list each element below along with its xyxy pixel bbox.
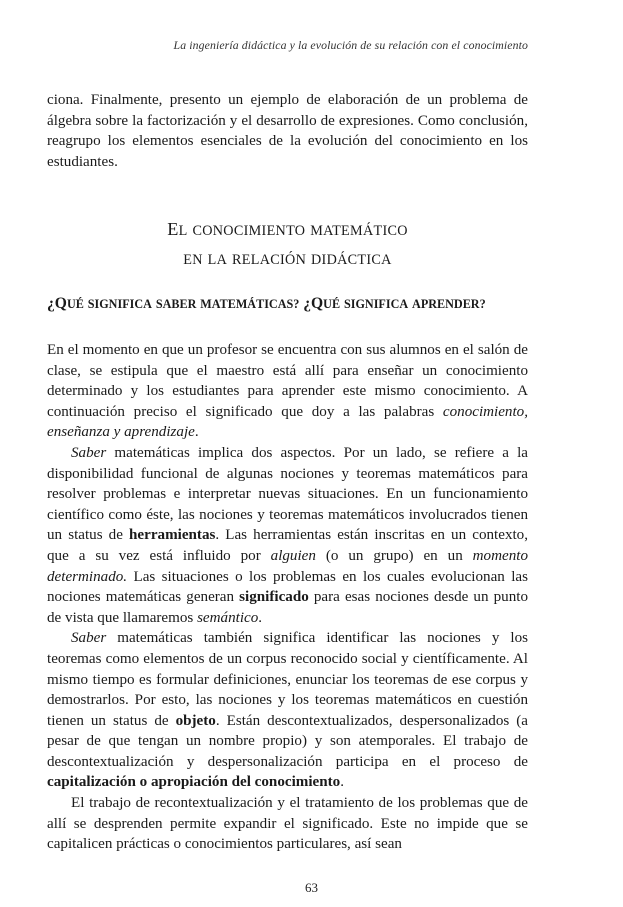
p3-saber: Saber bbox=[71, 630, 107, 647]
p2-text-5: para esas nociones desde un punto de vista que llamaremos bbox=[47, 589, 528, 626]
paragraph-1 bbox=[47, 340, 528, 443]
p2-text-2: . Las herramientas están inscritas en un contexto, que a su vez está influido por bbox=[47, 527, 529, 564]
page-number: 63 bbox=[305, 880, 318, 895]
p3-bold-objeto: objeto bbox=[175, 712, 216, 729]
p1-italic: conocimiento, enseñanza y aprendizaje bbox=[47, 403, 528, 441]
paragraph-2 bbox=[47, 443, 528, 628]
p2-text-4: Las situaciones o los problemas en los cuales evolucionan las nociones matemáticas generan bbox=[47, 568, 528, 606]
body-text bbox=[47, 340, 528, 855]
p2-italic-semantico: semántico bbox=[197, 609, 259, 626]
subsection-title: ¿QUÉ SIGNIFICA SABER MATEMÁTICAS? ¿QUÉ SIGNIFICA APRENDER? bbox=[47, 295, 486, 312]
p2-italic-momento: momento determinado. bbox=[47, 547, 528, 585]
p2-bold-significado: significado bbox=[239, 589, 309, 606]
p1-end: . bbox=[194, 424, 199, 441]
section-title-line-1: EL CONOCIMIENTO MATEMÁTICO bbox=[167, 219, 408, 239]
p3-end: . bbox=[340, 774, 344, 791]
p3-text-2: . Están descontextualizados, despersonalizados (a pesar de que tengan un nombre propio) y son atemporales. El trabajo de descontextualización y despersonalización participa en el proceso de bbox=[47, 712, 528, 770]
intro-paragraph: ciona. Finalmente, presento un ejemplo de elaboración de un problema de álgebra sobre la factorización y el desarrollo de expresiones. Como conclusión, reagrupo los elementos esenciales de la evolución del conocimiento en los estudiantes. bbox=[47, 92, 528, 170]
running-header: La ingeniería didáctica y la evolución de su relación con el conocimiento bbox=[173, 38, 528, 52]
section-title-line-2: EN LA RELACIÓN DIDÁCTICA bbox=[183, 252, 392, 268]
p4-text: El trabajo de recontextualización y el tratamiento de los problemas que de allí se desprenden permite expandir el significado. Este no impide que se capitalicen prácticas o conocimientos particulares, así sean bbox=[47, 795, 528, 853]
p2-end: . bbox=[258, 609, 263, 626]
p2-text-3: (o un grupo) en un bbox=[315, 547, 473, 564]
p2-italic-alguien: alguien bbox=[270, 547, 316, 564]
p3-bold-capitalizacion: capitalización o apropiación del conocimiento bbox=[47, 774, 341, 791]
paragraph-4 bbox=[47, 793, 528, 855]
section-title bbox=[47, 216, 528, 274]
paragraph-3 bbox=[47, 628, 528, 793]
p3-text-1: matemáticas también significa identificar las nociones y los teoremas como elementos de un corpus reconocido social y científicamente. Al mismo tiempo es formular definiciones, enunciar los teoremas de ese corpus y demostrarlos. Por esto, las nociones y los teoremas matemáticos en cuestión tienen un status de bbox=[47, 630, 528, 729]
p2-saber: Saber bbox=[71, 444, 107, 461]
p2-bold-herramientas: herramientas bbox=[129, 527, 216, 544]
p2-text-1: matemáticas implica dos aspectos. Por un lado, se refiere a la disponibilidad funcional de algunas nociones y teoremas matemáticos para resolver problemas e interpretar nuevas situaciones. En un funcionamiento científico como éste, las nociones y teoremas matemáticos involucrados tienen un status de bbox=[47, 444, 528, 544]
p1-text: En el momento en que un profesor se encuentra con sus alumnos en el salón de clase, se estipula que el maestro está allí para enseñar un conocimiento determinado y los estudiantes para aprender este mismo conocimiento. A continuación preciso el significado que doy a las palabras bbox=[47, 342, 528, 420]
